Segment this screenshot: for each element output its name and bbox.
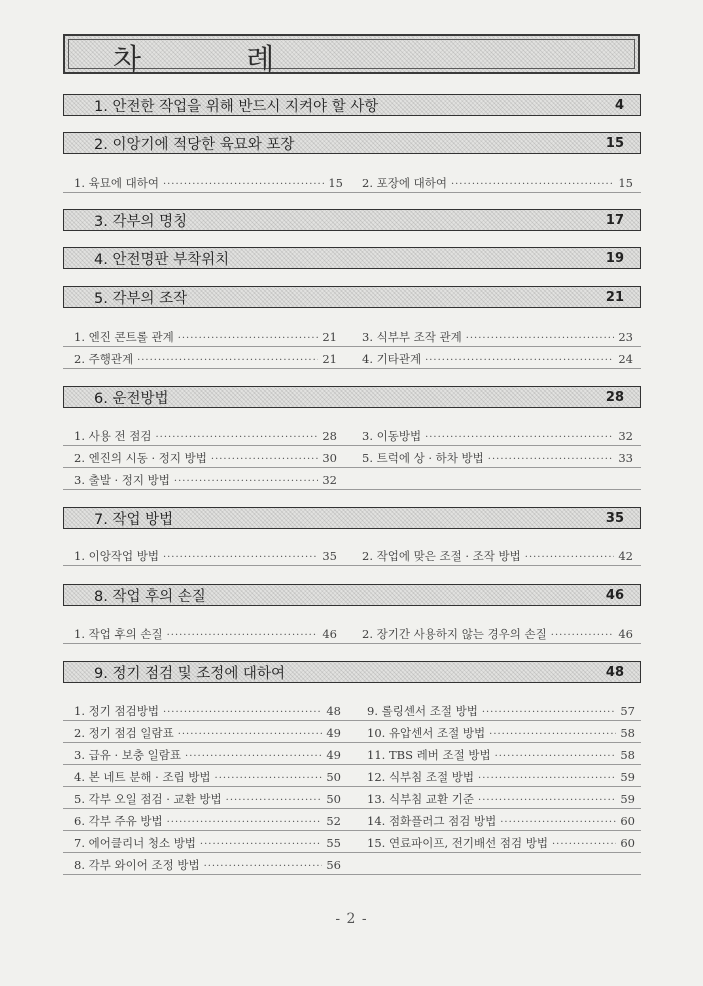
entry-row: [63, 788, 641, 809]
entry-label: 3. 급유 · 보충 일람표: [74, 748, 182, 762]
entry-row: [63, 832, 641, 853]
dot-leader: [163, 179, 324, 190]
entry-page: 55: [326, 836, 341, 850]
entry-page: 59: [620, 792, 635, 806]
section-title: 7. 작업 방법: [94, 511, 174, 528]
entry-row: [63, 326, 641, 347]
entry-page: 35: [322, 549, 337, 563]
dot-leader: [163, 552, 318, 563]
entry-label: 1. 사용 전 점검: [74, 429, 152, 443]
section-8[interactable]: [63, 584, 641, 606]
dot-leader: [552, 839, 616, 850]
dot-leader: [525, 552, 615, 563]
toc-entry[interactable]: [362, 175, 633, 191]
dot-leader: [500, 817, 616, 828]
dot-leader: [178, 729, 323, 740]
entry-label: 13. 식부침 교환 기준: [367, 792, 475, 806]
toc-entry[interactable]: [74, 626, 337, 642]
toc-entry[interactable]: [362, 428, 633, 444]
entry-page: 15: [618, 176, 633, 190]
entry-label: 3. 이동방법: [362, 429, 422, 443]
toc-entry[interactable]: [74, 747, 341, 763]
entry-page: 56: [326, 858, 341, 872]
toc-entry[interactable]: [74, 725, 341, 741]
section-title: 3. 각부의 명칭: [94, 213, 188, 230]
entry-page: 23: [618, 330, 633, 344]
dot-leader: [200, 839, 322, 850]
entry-page: 30: [322, 451, 337, 465]
toc-entry[interactable]: [74, 329, 337, 345]
entry-label: 8. 각부 와이어 조정 방법: [74, 858, 200, 872]
section-4[interactable]: [63, 247, 641, 269]
entry-label: 1. 작업 후의 손질: [74, 627, 163, 641]
dot-leader: [425, 355, 614, 366]
dot-leader: [204, 861, 323, 872]
section-6[interactable]: [63, 386, 641, 408]
dot-leader: [466, 333, 615, 344]
toc-entry[interactable]: [74, 703, 341, 719]
entry-label: 2. 작업에 맞은 조절 · 조작 방법: [362, 549, 521, 563]
dot-leader: [495, 751, 617, 762]
toc-entry[interactable]: [362, 351, 633, 367]
entry-page: 57: [620, 704, 635, 718]
dot-leader: [137, 355, 318, 366]
entry-page: 48: [326, 704, 341, 718]
entry-row: [63, 172, 641, 193]
dot-leader: [478, 773, 616, 784]
section-9[interactable]: [63, 661, 641, 683]
entry-label: 5. 각부 오일 점검 · 교환 방법: [74, 792, 222, 806]
section-page: 28: [605, 389, 624, 405]
dot-leader: [488, 454, 615, 465]
entry-label: 7. 에어클리너 청소 방법: [74, 836, 196, 850]
entry-label: 1. 육묘에 대하여: [74, 176, 159, 190]
section-7[interactable]: [63, 507, 641, 529]
entry-label: 2. 장기간 사용하지 않는 경우의 손질: [362, 627, 547, 641]
section-page: 21: [605, 289, 624, 305]
entry-label: 6. 각부 주유 방법: [74, 814, 163, 828]
entry-label: 14. 점화플러그 점검 방법: [367, 814, 497, 828]
dot-leader: [185, 751, 322, 762]
entry-page: 46: [618, 627, 633, 641]
section-page: 48: [605, 664, 624, 680]
entry-page: 59: [620, 770, 635, 784]
section-page: 4: [614, 97, 624, 113]
section-page: 17: [605, 212, 624, 228]
dot-leader: [478, 795, 616, 806]
entry-row: [63, 744, 641, 765]
entry-row: [63, 766, 641, 787]
entry-page: 46: [322, 627, 337, 641]
toc-entry[interactable]: [74, 835, 341, 851]
toc-entry[interactable]: [367, 747, 635, 763]
entry-page: 21: [322, 352, 337, 366]
entry-row: [63, 854, 641, 875]
entry-label: 3. 식부부 조작 관계: [362, 330, 462, 344]
section-5[interactable]: [63, 286, 641, 308]
toc-entry[interactable]: [74, 857, 341, 873]
entry-page: 49: [326, 748, 341, 762]
entry-label: 9. 롤링센서 조절 방법: [367, 704, 478, 718]
toc-entry[interactable]: [74, 450, 337, 466]
entry-row: [63, 447, 641, 468]
section-2[interactable]: [63, 132, 641, 154]
entry-label: 4. 기타관계: [362, 352, 422, 366]
entry-row: [63, 348, 641, 369]
section-page: 46: [605, 587, 624, 603]
entry-page: 49: [326, 726, 341, 740]
entry-page: 32: [322, 473, 337, 487]
section-title: 5. 각부의 조작: [94, 290, 188, 307]
section-page: 35: [605, 510, 624, 526]
entry-page: 28: [322, 429, 337, 443]
dot-leader: [551, 630, 615, 641]
section-1[interactable]: [63, 94, 641, 116]
entry-label: 10. 유압센서 조절 방법: [367, 726, 486, 740]
toc-entry[interactable]: [74, 769, 341, 785]
toc-title-box: [63, 34, 640, 74]
toc-entry[interactable]: [74, 472, 337, 488]
entry-page: 58: [620, 726, 635, 740]
page-number: - 2 -: [335, 911, 368, 927]
entry-page: 50: [326, 792, 341, 806]
entry-page: 33: [618, 451, 633, 465]
page-title: 차 례: [113, 42, 323, 76]
toc-entry[interactable]: [367, 769, 635, 785]
entry-label: 5. 트럭에 상 · 하차 방법: [362, 451, 484, 465]
entry-label: 1. 정기 점검방법: [74, 704, 159, 718]
dot-leader: [178, 333, 319, 344]
toc-entry[interactable]: [74, 428, 337, 444]
toc-entry[interactable]: [367, 835, 635, 851]
section-title: 4. 안전명판 부착위치: [94, 251, 230, 268]
section-title: 1. 안전한 작업을 위해 반드시 지켜야 할 사항: [94, 98, 379, 115]
dot-leader: [211, 454, 318, 465]
entry-page: 32: [618, 429, 633, 443]
entry-row: [63, 700, 641, 721]
dot-leader: [174, 476, 318, 487]
entry-label: 11. TBS 레버 조절 방법: [367, 748, 491, 762]
entry-label: 12. 식부침 조절 방법: [367, 770, 475, 784]
entry-label: 2. 주행관계: [74, 352, 134, 366]
toc-entry[interactable]: [74, 813, 341, 829]
entry-row: [63, 623, 641, 644]
entry-label: 2. 엔진의 시동 · 정지 방법: [74, 451, 207, 465]
entry-label: 1. 이앙작업 방법: [74, 549, 159, 563]
entry-row: [63, 425, 641, 446]
toc-entry[interactable]: [74, 175, 343, 191]
entry-label: 2. 포장에 대하여: [362, 176, 447, 190]
dot-leader: [155, 432, 318, 443]
section-3[interactable]: [63, 209, 641, 231]
toc-entry[interactable]: [367, 703, 635, 719]
toc-entry[interactable]: [74, 791, 341, 807]
entry-label: 15. 연료파이프, 전기배선 점검 방법: [367, 836, 548, 850]
section-title: 2. 이앙기에 적당한 육묘와 포장: [94, 136, 295, 153]
toc-entry[interactable]: [367, 813, 635, 829]
toc-entry[interactable]: [367, 791, 635, 807]
dot-leader: [226, 795, 323, 806]
toc-entry[interactable]: [74, 548, 337, 564]
entry-page: 15: [328, 176, 343, 190]
toc-entry[interactable]: [362, 548, 633, 564]
entry-page: 58: [620, 748, 635, 762]
dot-leader: [451, 179, 614, 190]
toc-entry[interactable]: [362, 329, 633, 345]
dot-leader: [489, 729, 616, 740]
entry-row: [63, 810, 641, 831]
toc-entry[interactable]: [74, 351, 337, 367]
entry-page: 24: [618, 352, 633, 366]
entry-label: 4. 본 네트 분해 · 조립 방법: [74, 770, 211, 784]
dot-leader: [215, 773, 323, 784]
entry-row: [63, 545, 641, 566]
entry-label: 3. 출발 · 정지 방법: [74, 473, 170, 487]
entry-page: 21: [322, 330, 337, 344]
section-title: 8. 작업 후의 손질: [94, 588, 206, 605]
dot-leader: [163, 707, 322, 718]
entry-page: 50: [326, 770, 341, 784]
section-title: 6. 운전방법: [94, 390, 169, 407]
entry-page: 52: [326, 814, 341, 828]
entry-page: 60: [620, 814, 635, 828]
toc-entry[interactable]: [367, 725, 635, 741]
section-page: 19: [605, 250, 624, 266]
entry-label: 2. 정기 점검 일람표: [74, 726, 174, 740]
entry-label: 1. 엔진 콘트롤 관계: [74, 330, 174, 344]
dot-leader: [167, 817, 323, 828]
entry-row: [63, 469, 641, 490]
toc-entry[interactable]: [362, 626, 633, 642]
toc-entry[interactable]: [362, 450, 633, 466]
dot-leader: [425, 432, 614, 443]
section-page: 15: [605, 135, 624, 151]
dot-leader: [482, 707, 617, 718]
entry-row: [63, 722, 641, 743]
dot-leader: [167, 630, 319, 641]
entry-page: 60: [620, 836, 635, 850]
entry-page: 42: [618, 549, 633, 563]
section-title: 9. 정기 점검 및 조정에 대하여: [94, 665, 285, 682]
